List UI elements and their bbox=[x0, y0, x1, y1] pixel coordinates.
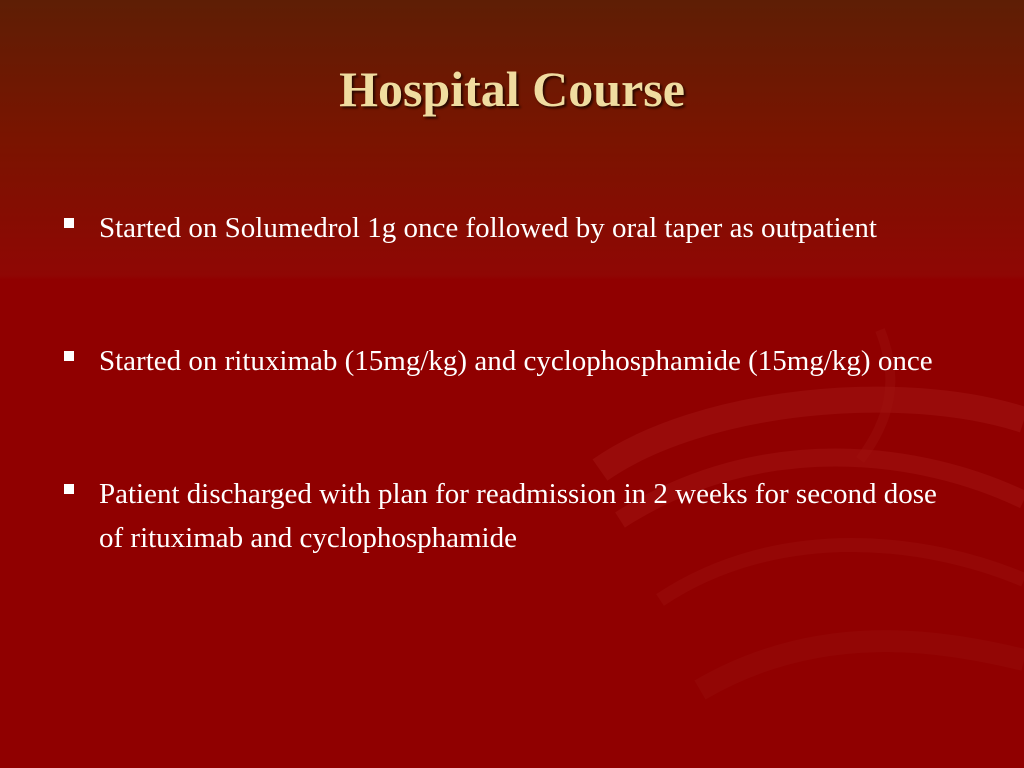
bullet-list bbox=[62, 206, 962, 649]
square-bullet-icon bbox=[64, 484, 74, 494]
bullet-text-2: Started on rituximab (15mg/kg) and cyclophosphamide (15mg/kg) once bbox=[99, 345, 933, 377]
square-bullet-icon bbox=[64, 351, 74, 361]
square-bullet-icon bbox=[64, 218, 74, 228]
bullet-item-3 bbox=[62, 472, 962, 560]
bullet-text-1: Started on Solumedrol 1g once followed by oral taper as outpatient bbox=[99, 212, 877, 244]
slide-title: Hospital Course bbox=[339, 61, 685, 117]
bullet-item-2 bbox=[62, 339, 962, 383]
bullet-text-3: Patient discharged with plan for readmission in 2 weeks for second dose of rituximab and cyclophosphamide bbox=[99, 478, 937, 554]
bullet-item-1 bbox=[62, 206, 962, 250]
